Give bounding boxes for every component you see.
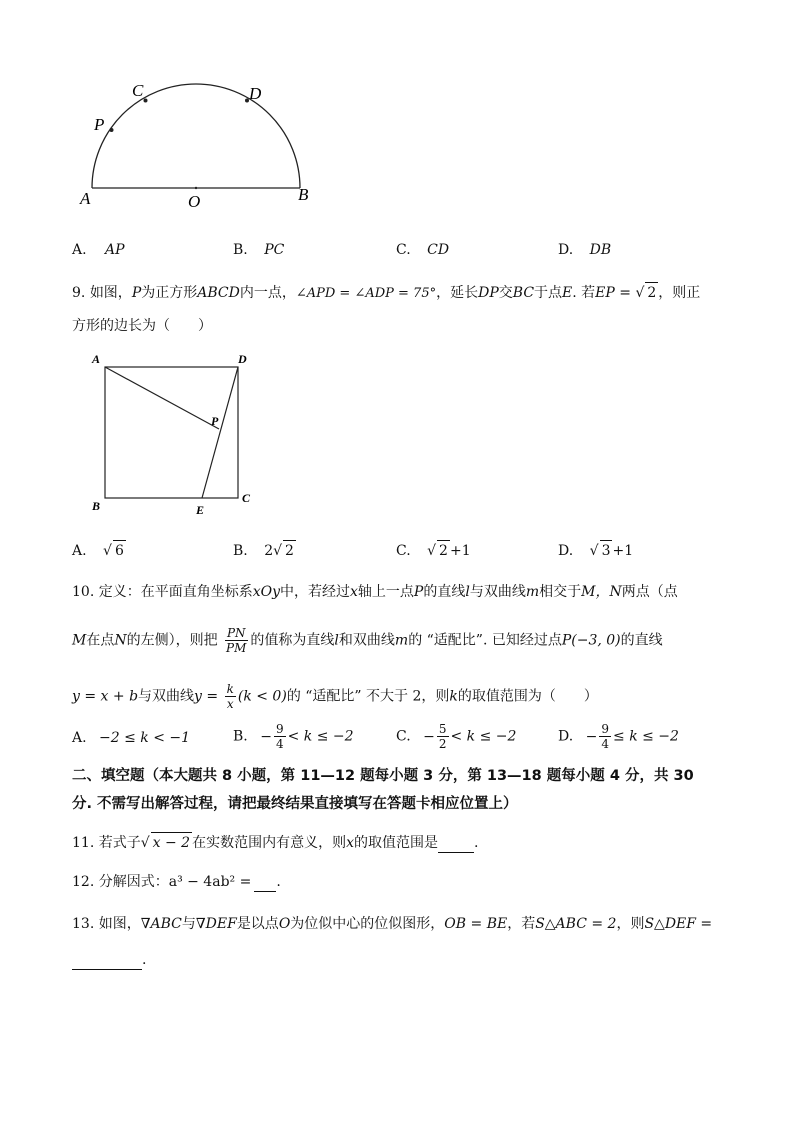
q10-option-c[interactable]: C. − $\frac{5}{2}$ < k ≤ −2 (396, 722, 517, 751)
q10-option-b[interactable]: B. − $\frac{9}{4}$ < k ≤ −2 (233, 722, 354, 751)
segment-de (202, 367, 238, 498)
label-a: A (80, 189, 91, 208)
q13-stem-line1: 13. 如图，∇ABC与∇DEF是以点O为位似中心的位似图形，OB = BE，若S△ABC = 2，则S△DEF = (72, 916, 713, 932)
label-d: D (238, 352, 247, 366)
q9-option-d[interactable]: D. √ 3 +1 (558, 540, 633, 561)
square-abcd (105, 367, 238, 498)
q8-option-a[interactable] (72, 240, 125, 260)
q12-stem: 12. 分解因式：a³ − 4ab² = . (72, 874, 281, 890)
q13-stem-line2: . (72, 950, 146, 970)
q10-stem-line1: 10. 定义：在平面直角坐标系xOy中，若经过x轴上一点P的直线l与双曲线m相交于M，N两点（点 (72, 584, 678, 600)
arc-cd: CD (427, 242, 450, 258)
answer-blank[interactable] (254, 891, 276, 892)
option-label: A. (72, 242, 87, 258)
label-b: B (298, 185, 309, 204)
square-figure (86, 350, 261, 520)
q10-stem-line3: y = x + b与双曲线y = $\frac{k}{x}$ (k < 0)的 “适配比” 不大于 2，则k的取值范围为（ ） (72, 682, 598, 711)
option-label: B. (233, 242, 248, 258)
q8-option-c[interactable] (396, 240, 449, 260)
arc-pc: PC (264, 242, 285, 258)
q9-stem-line1: 9. 如图，P为正方形ABCD内一点，∠APD = ∠ADP = 75°，延长DP交BC于点E. 若EP = √ 2 ，则正 (72, 282, 700, 304)
q9-stem-line2: 方形的边长为（ ） (72, 318, 212, 334)
semicircle-figure (70, 72, 330, 222)
label-c: C (132, 81, 144, 100)
option-label: C. (396, 242, 411, 258)
q11-stem: 11. 若式子√ x − 2 在实数范围内有意义，则x的取值范围是 . (72, 832, 478, 853)
option-label: D. (558, 242, 574, 258)
label-b: B (92, 499, 101, 513)
label-e: E (196, 503, 205, 517)
q8-option-b[interactable] (233, 240, 284, 260)
q10-stem-line2: M在点N的左侧），则把 $\frac{PN}{PM}$ 的值称为直线l和双曲线m的 “适配比”. 已知经过点P(−3, 0)的直线 (72, 626, 663, 655)
segment-ap (105, 367, 219, 429)
label-c: C (242, 491, 251, 505)
arc-ap: AP (105, 242, 125, 258)
q9-option-b[interactable]: B. 2√ 2 (233, 540, 296, 561)
q10-option-d[interactable]: D. − $\frac{9}{4}$ ≤ k ≤ −2 (558, 722, 679, 751)
answer-blank[interactable] (72, 969, 142, 970)
q9-option-a[interactable]: A. √ 6 (72, 540, 126, 561)
point-c (144, 99, 148, 103)
answer-blank[interactable] (438, 852, 474, 853)
semicircle-arc (92, 84, 300, 188)
arc-db: DB (589, 242, 612, 258)
ratio-pn-pm: $\frac{PN}{PM}$ (226, 626, 247, 655)
label-p: P (211, 414, 219, 428)
section-heading-line1: 二、填空题（本大题共 8 小题，第 11—12 题每小题 3 分，第 13—18 题每小题 4 分，共 30 (72, 768, 694, 784)
label-a: A (92, 352, 101, 366)
label-o: O (188, 192, 201, 211)
point-p (110, 128, 114, 132)
section-heading-line2: 分. 不需写出解答过程，请把最终结果直接填写在答题卡相应位置上） (72, 796, 518, 812)
q9-option-c[interactable]: C. √ 2 +1 (396, 540, 471, 561)
point-o (195, 187, 197, 189)
label-p: P (94, 115, 105, 134)
label-d: D (249, 84, 262, 103)
q8-option-d[interactable] (558, 240, 611, 260)
hyperbola-fraction: $\frac{k}{x}$ (226, 682, 234, 711)
q10-option-a[interactable]: A. −2 ≤ k < −1 (72, 730, 191, 746)
